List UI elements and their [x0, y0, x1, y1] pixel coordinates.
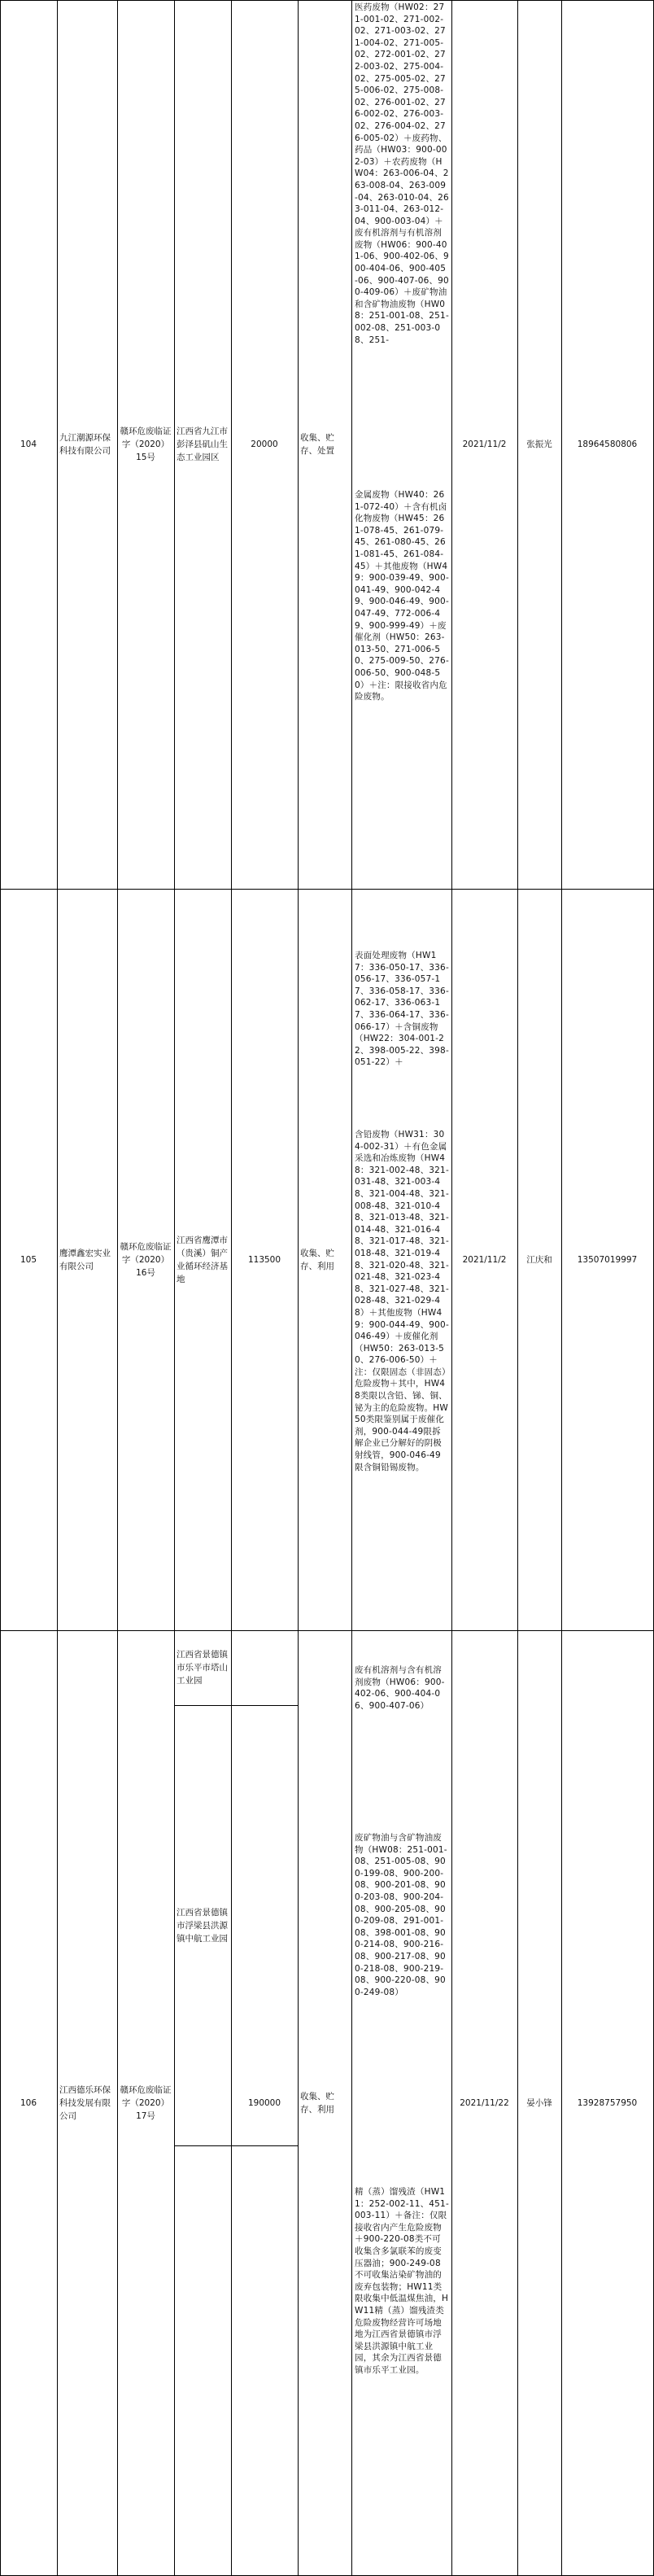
contact-person: 晏小锋: [526, 2097, 552, 2108]
row-number: 106: [20, 2097, 37, 2108]
business-address: 江西省九江市彭泽县矶山生态工业园区: [177, 426, 228, 462]
phone-number: 13928757950: [577, 2097, 638, 2108]
business-address-2: 江西省景德镇市浮梁县洪源镇中航工业园: [177, 1907, 228, 1944]
issue-date: 2021/11/2: [462, 440, 507, 449]
row-number: 105: [20, 1254, 37, 1265]
row-number: 104: [20, 440, 37, 449]
operation-method: 收集、贮存、利用: [300, 1248, 334, 1271]
company-name: 江西德乐环保科技发展有限公司: [59, 2084, 111, 2121]
contact-person: 江庆和: [526, 1254, 552, 1265]
capacity: 20000: [251, 440, 278, 449]
issue-date: 2021/11/2: [462, 1254, 507, 1265]
waste-categories-part-2: 含铅废物（HW31：304-002-31）＋有色金属采选和冶炼废物（HW48：321-002-48、321-031-48、321-003-48、321-004-48、321-008-48、321-010-48、321-013-48、321-014-48、321-016-48、321-017-48、321-018-48、321-019-48、321-020-48、321-021-48、321-023-48、321-027-48、321-028-48、321-029-48）＋其他废物（HW49：900-044-49、900-046-49）＋废催化剂（HW50：263-013-50、276-006-50）＋注：仅限固态（非固态）危险废物＋其中，HW48类限以含铅、锑、铜、铋为主的危险废物。HW50类限鉴别属于废催化剂，900-044-49限拆解企业已分解好的阴极射线管，900-046-49限含铜铅锡废物。: [355, 1130, 449, 1472]
waste-categories-part-1: 废有机溶剂与含有机溶剂废物（HW06：900-402-06、900-404-06、900-407-06）: [355, 1665, 445, 1711]
license-number: 赣环危废临证字（2020）16号: [120, 1241, 172, 1278]
waste-categories-part-2: 金属废物（HW40：261-072-40）＋含有机卤化物废物（HW45：261-078-45、261-079-45、261-080-45、261-081-45、261-084-45）＋其他废物（HW49：900-039-49、900-041-49、900-042-49、900-046-49、900-047-49、772-006-49、900-999-49）＋废催化剂（HW50：263-013-50、271-006-50、275-009-50、276-006-50、900-048-50）＋注：限接收省内危险废物。: [355, 490, 449, 702]
license-number: 赣环危废临证字（2020）15号: [120, 426, 172, 462]
waste-categories-part-1: 表面处理废物（HW17：336-050-17、336-056-17、336-057-17、336-058-17、336-062-17、336-063-17、336-064-17、336-066-17）＋含铜废物（HW22：304-001-22、398-005-22、398-051-22）＋: [355, 951, 449, 1068]
waste-categories-part-3: 精（蒸）馏残渣（HW11：252-002-11、451-003-11）＋备注：仅限接收省内产生危险废物＋900-220-08类不可收集含多氯联苯的废变压器油；900-249-08不可收集沾染矿物油的废弃包装物；HW11类限收集中低温煤焦油，HW11精（蒸）馏残渣类危险废物经营许可场地地为江西省景德镇市浮梁县洪源镇中航工业园，其余为江西省景德镇市乐平工业园。: [355, 2187, 449, 2375]
phone-number: 18964580806: [577, 440, 638, 449]
license-number: 赣环危废临证字（2020）17号: [120, 2084, 172, 2121]
business-address-1: 江西省景德镇市乐平市塔山工业园: [177, 1650, 228, 1686]
business-address: 江西省鹰潭市（贵溪）铜产业循环经济基地: [177, 1235, 228, 1284]
waste-categories-part-1: 医药废物（HW02：271-001-02、271-002-02、271-003-02、271-004-02、271-005-02、272-001-02、272-003-02、275-004-02、275-005-02、275-006-02、275-008-02、276-001-02、276-002-02、276-003-02、276-004-02、276-005-02）＋废药物、药品（HW03：900-002-03）＋农药废物（HW04：263-006-04、263-008-04、263-009-04、263-010-04、263-011-04、263-012-04、900-003-04）＋废有机溶剂与有机溶剂废物（HW06：900-401-06、900-402-06、900-404-06、900-405-06、900-407-06、900-409-06）＋废矿物油和含矿物油废物（HW08：251-001-08、251-002-08、251-003-08、251-: [355, 2, 449, 345]
waste-categories-part-2: 废矿物油与含矿物油废物（HW08：251-001-08、251-005-08、900-199-08、900-200-08、900-201-08、900-203-08、900-204-08、900-205-08、900-209-08、291-001-08、398-001-08、900-214-08、900-216-08、900-217-08、900-218-08、900-219-08、900-220-08、900-249-08）: [355, 1833, 447, 1997]
capacity: 190000: [247, 2097, 281, 2108]
contact-person: 张振光: [526, 440, 552, 449]
company-name: 鹰潭鑫宏实业有限公司: [59, 1248, 111, 1271]
operation-method: 收集、贮存、利用: [300, 2091, 334, 2115]
company-name: 九江潮源环保科技有限公司: [59, 433, 111, 456]
issue-date: 2021/11/22: [460, 2097, 509, 2108]
capacity: 113500: [247, 1254, 281, 1265]
phone-number: 13507019997: [577, 1254, 638, 1265]
operation-method: 收集、贮存、处置: [300, 433, 334, 456]
